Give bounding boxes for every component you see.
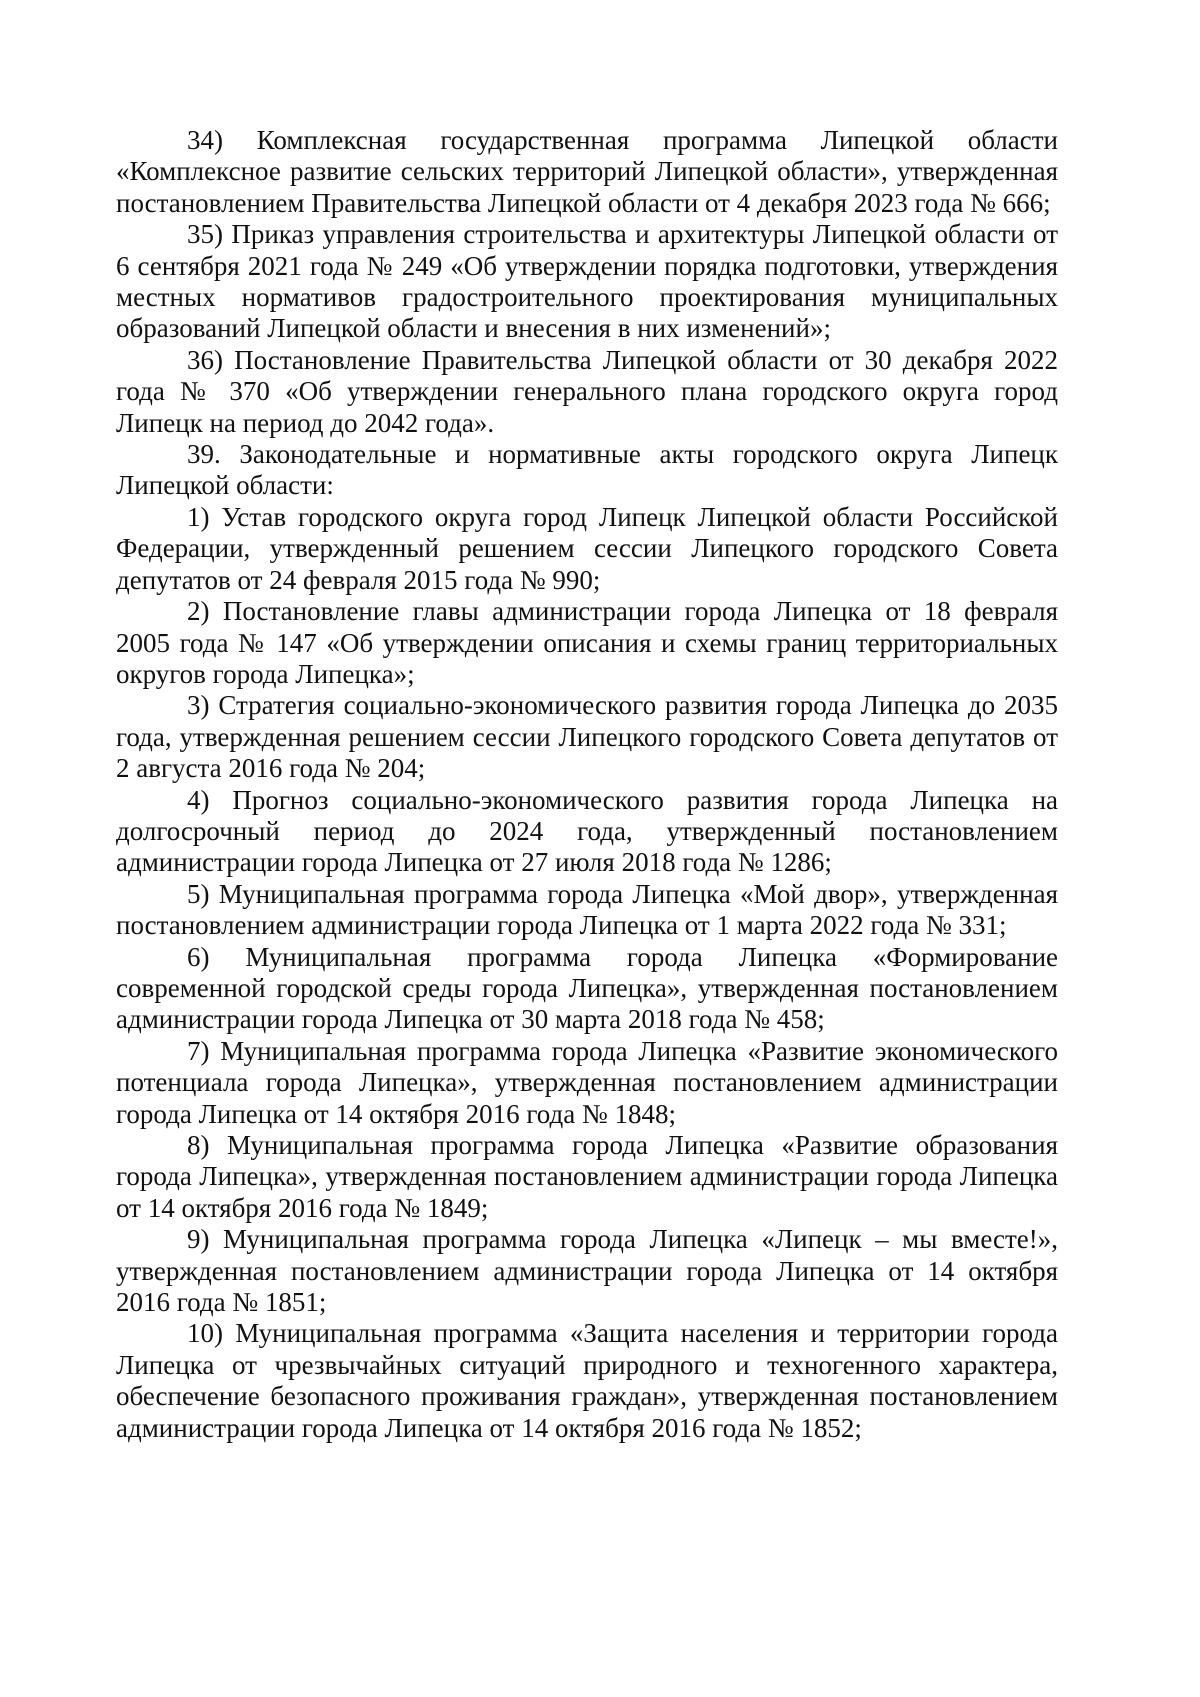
paragraph-item-3: 3) Стратегия социально-экономического развития города Липецка до 2035 года, утвержденная решением сессии Липецкого городского Совета депутатов от 2 августа 2016 года № 204; <box>116 690 1058 784</box>
paragraph-item-5: 5) Муниципальная программа города Липецка «Мой двор», утвержденная постановлением администрации города Липецка от 1 марта 2022 года № 331; <box>116 878 1058 941</box>
document-body <box>116 125 1058 1444</box>
paragraph-item-36: 36) Постановление Правительства Липецкой области от 30 декабря 2022 года № 370 «Об утверждении генерального плана городского округа город Липецк на период до 2042 года». <box>116 344 1058 438</box>
paragraph-item-9: 9) Муниципальная программа города Липецка «Липецк – мы вместе!», утвержденная постановлением администрации города Липецка от 14 октября 2016 года № 1851; <box>116 1224 1058 1318</box>
paragraph-item-10: 10) Муниципальная программа «Защита населения и территории города Липецка от чрезвычайных ситуаций природного и техногенного характера, обеспечение безопасного проживания граждан», утвержденная постановлением администрации города Липецка от 14 октября 2016 года № 1852; <box>116 1318 1058 1443</box>
paragraph-item-2: 2) Постановление главы администрации города Липецка от 18 февраля 2005 года № 147 «Об утверждении описания и схемы границ территориальных округов города Липецка»; <box>116 596 1058 689</box>
paragraph-item-8: 8) Муниципальная программа города Липецка «Развитие образования города Липецка», утвержденная постановлением администрации города Липецка от 14 октября 2016 года № 1849; <box>116 1130 1058 1223</box>
paragraph-item-1: 1) Устав городского округа город Липецк Липецкой области Российской Федерации, утвержденный решением сессии Липецкого городского Совета депутатов от 24 февраля 2015 года № 990; <box>116 501 1058 595</box>
paragraph-item-35: 35) Приказ управления строительства и архитектуры Липецкой области от 6 сентября 2021 года № 249 «Об утверждении порядка подготовки, утверждения местных нормативов градостроительного проектирования муниципальных образований Липецкой области и внесения в них изменений»; <box>116 219 1058 344</box>
paragraph-item-6: 6) Муниципальная программа города Липецка «Формирование современной городской среды города Липецка», утвержденная постановлением администрации города Липецка от 30 марта 2018 года № 458; <box>116 941 1058 1035</box>
paragraph-item-34: 34) Комплексная государственная программа Липецкой области «Комплексное развитие сельских территорий Липецкой области», утвержденная постановлением Правительства Липецкой области от 4 декабря 2023 года № 666; <box>116 125 1058 218</box>
paragraph-item-4: 4) Прогноз социально-экономического развития города Липецка на долгосрочный период до 2024 года, утвержденный постановлением администрации города Липецка от 27 июля 2018 года № 1286; <box>116 784 1058 878</box>
paragraph-item-7: 7) Муниципальная программа города Липецка «Развитие экономического потенциала города Липецка», утвержденная постановлением администрации города Липецка от 14 октября 2016 года № 1848; <box>116 1035 1058 1129</box>
section-heading-39: 39. Законодательные и нормативные акты городского округа Липецк Липецкой области: <box>116 439 1058 501</box>
